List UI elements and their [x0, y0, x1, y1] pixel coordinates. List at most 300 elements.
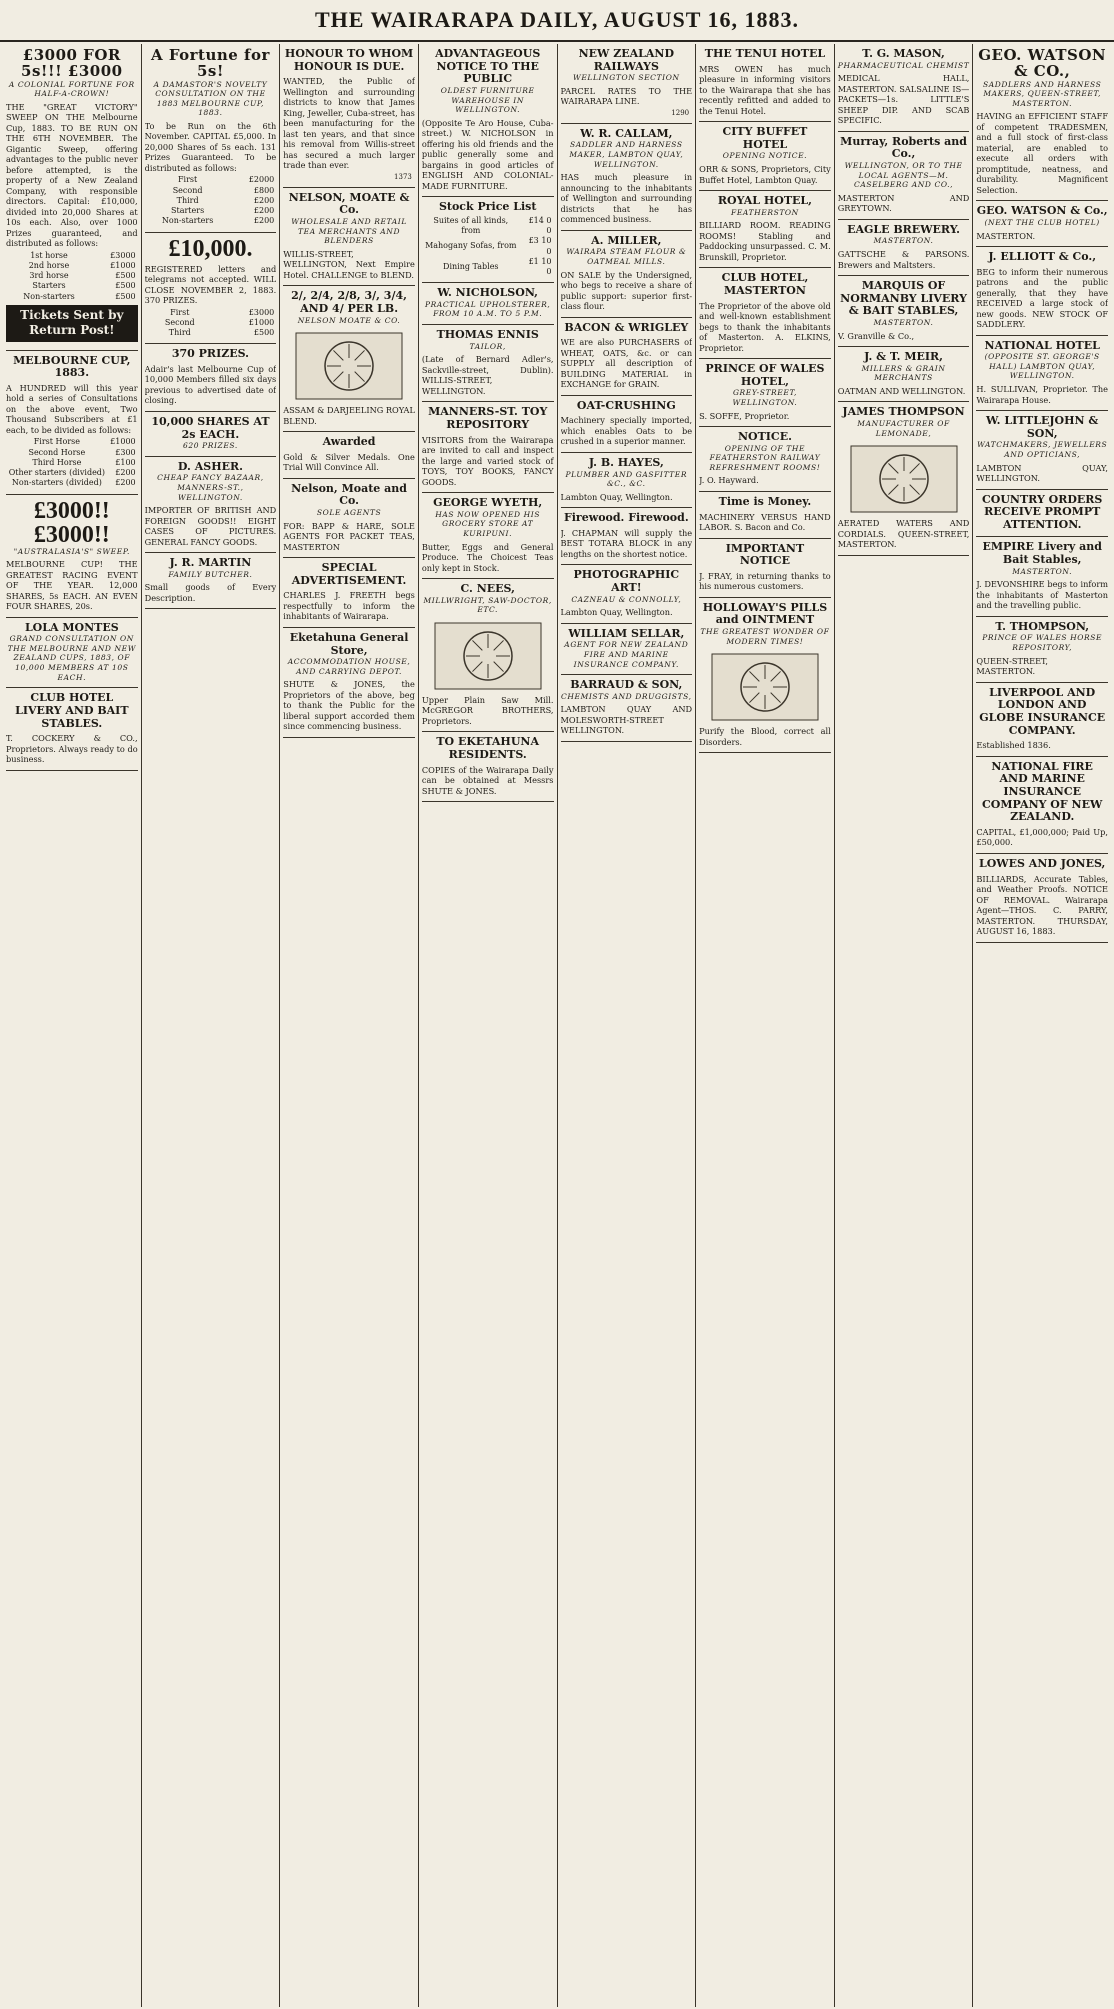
ad-body-text: AERATED WATERS AND CORDIALS. QUEEN-STREET, MASTERTON. — [837, 518, 970, 550]
table-label: 1st horse — [30, 250, 68, 260]
advertisement — [422, 44, 554, 197]
ad-body-text: COPIES of the Wairarapa Daily can be obtained at Messrs SHUTE & JONES. — [421, 764, 554, 796]
ad-subhead: GREY-STREET, WELLINGTON. — [732, 388, 798, 407]
table-label: Suites of all kinds, from — [433, 215, 509, 236]
advertisement — [976, 617, 1108, 683]
advertisement — [976, 490, 1108, 538]
table-label: Third — [168, 328, 191, 338]
ad-body-text: ORR & SONS, Proprietors, City Buffet Hotel, Lambton Quay. — [699, 164, 831, 185]
table-row — [6, 468, 138, 478]
table-label: Second Horse — [28, 447, 86, 457]
table-row — [6, 271, 138, 281]
table-value: £200 — [253, 216, 275, 226]
ad-headline: EAGLE BREWERY. — [847, 222, 960, 236]
ad-body-text: WANTED, the Public of Wellington and surrounding districts to know that James King, Jeweller, Cuba-street, has been manufacturing for the last ten years, and that since his removal from Willis-street has secured a much larger trade than ever. — [283, 76, 415, 171]
ad-headline: 370 PRIZES. — [171, 347, 250, 361]
ad-headline: HONOUR TO WHOM HONOUR IS DUE. — [284, 47, 414, 73]
ad-headline: EMPIRE Livery and Bait Stables, — [982, 540, 1102, 567]
ad-body-text: MELBOURNE CUP! THE GREATEST RACING EVENT OF THE YEAR. 12,000 SHARES, 5s EACH. AN EVEN FOUR SHARES, 20s. — [6, 559, 138, 612]
engraving-illustration-icon — [294, 331, 404, 401]
ad-headline: £3000!! £3000!! — [33, 497, 110, 548]
ad-body-text: Established 1836. — [976, 740, 1051, 751]
ad-headline: T. THOMPSON, — [995, 619, 1090, 633]
advertisement — [422, 402, 554, 493]
ad-headline: C. NEES, — [460, 582, 515, 596]
advertisement — [561, 675, 693, 742]
ad-subhead: WELLINGTON, OR TO THE LOCAL AGENTS—M. CASELBERG AND CO., — [844, 161, 963, 190]
ad-body-text: Purify the Blood, correct all Disorders. — [699, 726, 831, 747]
advertisement — [976, 44, 1108, 201]
ad-body-text: THE "GREAT VICTORY" SWEEP ON THE Melbourne Cup, 1883. TO BE RUN ON THE 6TH NOVEMBER. The Gigantic Sweep, offering advantages to the public never before attempted, is the property of a New Zealand Company, with responsible directors. Capital: £10,000, divided into 20,000 Shares at 10s each. Also, over 1000 Prizes guaranteed, and distributed as follows: — [6, 101, 138, 249]
column-5 — [558, 44, 697, 2007]
table-value: £3000 — [248, 307, 275, 317]
table-value: £14 0 0 — [528, 215, 552, 236]
table-label: 3rd horse — [29, 271, 69, 281]
table-label: Non-starters — [161, 216, 214, 226]
ad-headline: J. B. HAYES, — [588, 455, 664, 469]
column-7 — [835, 44, 974, 2007]
table-value: £1000 — [110, 260, 136, 270]
advertisement — [145, 44, 277, 233]
ad-headline: A Fortune for 5s! — [150, 46, 270, 80]
advertisement — [699, 492, 831, 539]
ad-subhead: (OPPOSITE ST. GEORGE'S HALL) LAMBTON QUAY, WELLINGTON. — [984, 352, 1100, 381]
advertisement — [561, 318, 693, 396]
advertisement — [699, 427, 831, 492]
table-row — [6, 251, 138, 261]
ad-headline: TO EKETAHUNA RESIDENTS. — [436, 735, 539, 761]
ad-body-text: MACHINERY VERSUS HAND LABOR. S. Bacon and Co. — [699, 511, 831, 533]
ad-headline: GEO. WATSON & Co., — [976, 204, 1108, 218]
table-value: £200 — [253, 206, 275, 216]
engraving-illustration-icon — [849, 444, 959, 514]
ad-subhead: PLUMBER AND GASFITTER &C., &C. — [565, 469, 688, 489]
table-row — [422, 236, 554, 256]
ad-body-text: MEDICAL HALL, MASTERTON. SALSALINE IS—PACKETS—1s. LITTLE'S SHEEP DIP. AND SCAB SPECIFIC. — [837, 73, 970, 126]
ad-headline: NELSON, MOATE & Co. — [288, 190, 410, 217]
ad-headline: LOWES AND JONES, — [978, 856, 1106, 870]
ad-headline: NATIONAL FIRE AND MARINE INSURANCE COMPANY OF NEW ZEALAND. — [982, 759, 1103, 824]
ad-headline: 10,000 SHARES AT 2s EACH. — [151, 414, 270, 441]
table-label: First Horse — [33, 437, 80, 447]
table-label: 2nd horse — [28, 260, 70, 270]
ad-body-text: HAVING an EFFICIENT STAFF of competent TRADESMEN, and a full stock of first-class material, are enabled to execute all orders with promptitude, neatness, and durability. Magnificent Selection. — [976, 111, 1108, 195]
ad-headline: CITY BUFFET HOTEL — [722, 125, 808, 151]
ad-headline: THE TENUI HOTEL — [704, 47, 826, 60]
ad-body-text: IMPORTER OF BRITISH AND FOREIGN GOODS!! EIGHT CASES OF PICTURES. GENERAL FANCY GOODS. — [144, 505, 277, 547]
advertisement — [422, 197, 554, 283]
ad-subhead: (NEXT THE CLUB HOTEL) — [984, 217, 1100, 227]
advertisement — [422, 579, 554, 732]
advertisement — [561, 396, 693, 453]
advertisement — [6, 351, 138, 495]
ad-body-text: LAMBTON QUAY AND MOLESWORTH-STREET WELLINGTON. — [560, 704, 693, 736]
ad-headline: Firewood. Firewood. — [563, 511, 689, 525]
ad-subhead: FEATHERSTON — [731, 207, 799, 217]
ad-subhead: 620 PRIZES. — [182, 441, 238, 451]
ad-headline: ADVANTAGEOUS NOTICE TO THE PUBLIC — [435, 47, 541, 86]
ad-headline: HOLLOWAY'S PILLS and OINTMENT — [702, 600, 828, 627]
engraving-illustration-icon — [710, 652, 820, 722]
ad-body-text: Adair's last Melbourne Cup of 10,000 Members filled six days previous to advertised date of closing. — [144, 363, 277, 406]
ad-body-text: (Opposite Te Aro House, Cuba-street.) W. NICHOLSON in offering his old friends and the public generally some and bargains in good articles of ENGLISH AND COLONIAL-MADE FURNITURE. — [421, 117, 554, 191]
column-8 — [973, 44, 1111, 2007]
column-1 — [3, 44, 142, 2007]
prize-table — [145, 175, 277, 226]
ad-subhead: A COLONIAL FORTUNE FOR HALF-A-CROWN! — [8, 79, 135, 99]
table-value: £800 — [253, 185, 275, 195]
ad-body-text: BEG to inform their numerous patrons and the public generally, that they have RECEIVED a large stock of new goods. NEW STOCK OF SADDLERY. — [976, 266, 1108, 330]
advertisement — [699, 598, 831, 753]
advertisement — [6, 44, 138, 351]
advertisement — [145, 233, 277, 345]
column-3 — [280, 44, 419, 2007]
table-value: £100 — [115, 457, 136, 467]
table-label: Starters — [32, 281, 66, 291]
advertisement — [283, 188, 415, 287]
ad-headline: PHOTOGRAPHIC ART! — [573, 568, 680, 594]
advertisement — [6, 688, 138, 770]
advertisement — [145, 553, 277, 609]
ad-headline: NOTICE. — [737, 430, 792, 443]
table-value: £200 — [253, 195, 275, 205]
ad-subhead: CHEMISTS AND DRUGGISTS, — [561, 691, 692, 701]
table-label: First — [177, 175, 198, 185]
table-label: Second — [172, 185, 203, 195]
ad-body-text: HAS much pleasure in announcing to the inhabitants of Wellington and surrounding districts that he has commenced business. — [560, 172, 693, 225]
ad-subhead: WHOLESALE AND RETAIL TEA MERCHANTS AND BLENDERS — [291, 217, 407, 246]
ad-headline: £3000 FOR 5s!!! £3000 — [21, 46, 123, 80]
ad-body-text: The Proprietor of the above old and well-known establishment begs to thank the inhabitants of Masterton. A. ELKINS, Proprietor. — [699, 300, 831, 353]
ad-body-text: To be Run on the 6th November. CAPITAL £5,000. In 20,000 Shares of 5s each. 131 Prizes Guaranteed. To be distributed as follows: — [144, 120, 277, 173]
table-row — [422, 216, 554, 236]
ad-body-text: ON SALE by the Undersigned, who begs to receive a share of public support: superior first-class flour. — [560, 269, 693, 312]
ad-body-text: CHARLES J. FREETH begs respectfully to inform the inhabitants of Wairarapa. — [283, 590, 415, 622]
advertisement — [838, 44, 970, 132]
ad-body-text: BILLIARDS, Accurate Tables, and Weather Proofs. NOTICE OF REMOVAL. Wairarapa Agent—THOS. C. PARRY, MASTERTON. THURSDAY, AUGUST 16, 1883. — [976, 873, 1108, 937]
table-row — [6, 448, 138, 458]
table-label: First — [170, 307, 190, 317]
ad-subhead: PHARMACEUTICAL CHEMIST — [837, 60, 970, 70]
ad-headline: NEW ZEALAND RAILWAYS — [578, 47, 675, 73]
advertisement — [145, 344, 277, 412]
ad-headline: LOLA MONTES — [24, 620, 119, 634]
table-label: Starters — [171, 206, 205, 216]
table-value: £500 — [253, 328, 275, 338]
ad-headline: BARRAUD & SON, — [570, 678, 683, 692]
table-label: Mahogany Sofas, from — [425, 241, 517, 251]
ad-subhead: A DAMASTOR'S NOVELTY CONSULTATION ON THE 1883 MELBOURNE CUP, 1883. — [153, 79, 268, 118]
table-row — [6, 261, 138, 271]
table-row — [145, 186, 277, 196]
ad-body-text: CAPITAL, £1,000,000; Paid Up, £50,000. — [976, 826, 1108, 848]
ad-subhead: MASTERTON. — [873, 236, 934, 246]
ad-subhead: OPENING OF THE FEATHERSTON RAILWAY REFRESHMENT ROOMS! — [709, 443, 821, 472]
ad-headline: W. R. CALLAM, — [580, 126, 673, 140]
ad-body-text: Upper Plain Saw Mill. McGREGOR BROTHERS, Proprietors. — [421, 694, 554, 726]
table-value: £500 — [115, 271, 136, 281]
ad-headline: SPECIAL ADVERTISEMENT. — [291, 561, 407, 587]
ad-body-text: H. SULLIVAN, Proprietor. The Wairarapa House. — [976, 384, 1108, 405]
masthead-title: THE WAIRARAPA DAILY, AUGUST 16, 1883. — [314, 7, 800, 32]
ad-body-text: Small goods of Every Description. — [144, 582, 277, 603]
ad-headline: Stock Price List — [438, 200, 537, 214]
ad-headline: J. ELLIOTT & Co., — [988, 250, 1097, 264]
table-row — [145, 175, 277, 185]
ad-subhead: AGENT FOR NEW ZEALAND FIRE AND MARINE INSURANCE COMPANY. — [564, 640, 689, 669]
advertisement — [283, 286, 415, 432]
ad-subhead: THE GREATEST WONDER OF MODERN TIMES! — [700, 627, 830, 646]
table-value: £500 — [115, 281, 136, 291]
table-row — [145, 328, 277, 338]
table-row — [6, 292, 138, 302]
advertisement — [838, 402, 970, 555]
ad-body-text: FOR: BAPP & HARE, SOLE AGENTS FOR PACKET TEAS, MASTERTON — [283, 520, 415, 552]
column-2 — [142, 44, 281, 2007]
table-label: Third Horse — [32, 457, 82, 467]
table-row — [145, 196, 277, 206]
table-value: £200 — [115, 478, 136, 488]
table-row — [6, 478, 138, 488]
ad-body-text: VISITORS from the Wairarapa are invited to call and inspect the large and varied stock of TOYS, TOY BOOKS, FANCY GOODS. — [421, 434, 554, 487]
ad-headline: JAMES THOMPSON — [842, 405, 965, 419]
ad-headline: ROYAL HOTEL, — [717, 194, 812, 208]
ad-body-text: PARCEL RATES TO THE WAIRARAPA LINE. — [560, 85, 693, 107]
ad-headline: Eketahuna General Store, — [289, 630, 409, 657]
ad-subhead: PRACTICAL UPHOLSTERER, FROM 10 A.M. TO 5 P.M. — [425, 299, 551, 319]
advertisement — [561, 231, 693, 318]
advertisement — [699, 539, 831, 598]
advertisement — [976, 247, 1108, 336]
advertisement — [976, 411, 1108, 489]
ad-subhead: TAILOR, — [469, 341, 506, 351]
ad-subhead: MASTERTON. — [873, 317, 934, 327]
ad-headline: WILLIAM SELLAR, — [568, 626, 685, 640]
ad-body-text: Lambton Quay, Wellington. — [560, 491, 673, 502]
ad-body-text: T. COCKERY & CO., Proprietors. Always ready to do business. — [6, 733, 138, 765]
ad-body-text: OATMAN AND WELLINGTON. — [837, 385, 966, 396]
advertisement — [699, 122, 831, 191]
advertisement — [283, 628, 415, 738]
table-label: Third — [176, 195, 199, 205]
ad-body-text: J. FRAY, in returning thanks to his numerous customers. — [699, 570, 831, 592]
ad-body-text: MASTERTON AND GREYTOWN. — [837, 192, 970, 214]
ad-body-text: WE are also PURCHASERS of WHEAT, OATS, &c. or can SUPPLY all description of BUILDING MATERIAL in EXCHANGE for GRAIN. — [560, 337, 693, 390]
ad-headline: IMPORTANT NOTICE — [725, 541, 805, 568]
ad-subhead: ACCOMMODATION HOUSE, AND CARRYING DEPOT. — [287, 657, 411, 676]
ad-body-text: BILLIARD ROOM. READING ROOMS! Stabling and Paddocking unsurpassed. C. M. Brunskill, Proprietor. — [699, 220, 831, 262]
ad-subhead: "AUSTRALASIA'S" SWEEP. — [13, 546, 130, 556]
advertisement — [699, 191, 831, 268]
table-label: Non-starters — [23, 291, 75, 301]
engraving-illustration-icon — [433, 621, 543, 691]
advertisement — [561, 124, 693, 231]
prize-table — [145, 308, 277, 339]
ad-headline: MANNERS-ST. TOY REPOSITORY — [428, 405, 548, 431]
table-label: Second — [164, 317, 195, 327]
advertisement — [561, 453, 693, 508]
ad-headline: MARQUIS OF NORMANBY LIVERY & BAIT STABLES, — [840, 279, 967, 318]
advertisement — [976, 537, 1108, 616]
table-value: £2000 — [248, 175, 275, 185]
ad-headline: BACON & WRIGLEY — [564, 320, 689, 334]
ad-subhead: GRAND CONSULTATION ON THE MELBOURNE AND NEW ZEALAND CUPS, 1883, OF 10,000 MEMBERS AT 10S EACH. — [7, 634, 137, 682]
ad-headline: Murray, Roberts and Co., — [840, 134, 967, 161]
ad-reference-number: 1373 — [394, 172, 412, 181]
table-value: £1000 — [248, 317, 275, 327]
ad-subhead: OLDEST FURNITURE WAREHOUSE IN WELLINGTON. — [440, 85, 535, 115]
advertisement — [6, 495, 138, 618]
ad-body-text: ASSAM & DARJEELING ROYAL BLEND. — [283, 405, 415, 426]
advertisement — [561, 624, 693, 675]
table-value: £3 10 0 — [528, 236, 552, 256]
table-value: £1000 — [110, 437, 136, 447]
ad-body-text: Machinery specially imported, which enables Oats to be crushed in a superior manner. — [560, 415, 693, 447]
ad-body-text: (Late of Bernard Adler's, Sackville-street, Dublin). WILLIS-STREET, WELLINGTON. — [421, 354, 554, 396]
ad-headline: J. & T. MEIR, — [864, 350, 943, 364]
advertisement — [422, 732, 554, 802]
table-row — [145, 216, 277, 226]
advertisement — [283, 558, 415, 628]
table-row — [6, 458, 138, 468]
table-row — [422, 257, 554, 277]
ad-headline: W. NICHOLSON, — [437, 286, 539, 300]
ad-headline: Nelson, Moate and Co. — [291, 481, 407, 508]
ad-subhead: CAZNEAU & CONNOLLY, — [571, 594, 682, 604]
ad-headline: CLUB HOTEL LIVERY AND BAIT STABLES. — [15, 691, 129, 730]
prize-table — [422, 216, 554, 277]
masthead — [0, 0, 1114, 42]
table-value: £500 — [115, 291, 136, 301]
advertisement — [561, 508, 693, 565]
ad-headline: W. LITTLEJOHN & SON, — [986, 414, 1099, 440]
advertisement — [561, 44, 693, 124]
ad-headline: T. G. MASON, — [862, 47, 945, 60]
ad-subhead: MILLERS & GRAIN MERCHANTS — [861, 363, 946, 383]
advertisement — [699, 268, 831, 359]
ad-headline: £10,000. — [168, 235, 253, 262]
ad-body-text: MASTERTON. — [976, 230, 1036, 241]
ad-headline: Time is Money. — [718, 494, 812, 508]
advertisement — [6, 618, 138, 689]
table-row — [6, 437, 138, 447]
advertisement — [422, 493, 554, 579]
table-label: Dining Tables — [443, 261, 499, 271]
ad-subhead: MANUFACTURER OF LEMONADE, — [857, 419, 950, 438]
ad-headline: Awarded — [322, 435, 376, 449]
ad-body-text: J. O. Hayward. — [699, 475, 759, 486]
column-4 — [419, 44, 558, 2007]
ad-subhead: SADDLER AND HARNESS MAKER, LAMBTON QUAY, WELLINGTON. — [569, 140, 684, 169]
table-value: £200 — [115, 468, 136, 478]
ad-subhead: OPENING NOTICE. — [722, 151, 808, 161]
ad-headline: OAT-CRUSHING — [576, 398, 676, 412]
advertisement — [561, 565, 693, 623]
ad-body-text: GATTSCHE & PARSONS. Brewers and Maltsters. — [837, 249, 970, 270]
ad-headline: D. ASHER. — [177, 459, 243, 473]
advertisement — [283, 44, 415, 188]
table-value: £3000 — [110, 250, 136, 260]
ad-body-text: MRS OWEN has much pleasure in informing visitors to the Wairarapa that she has recently refitted and added to the Tenui Hotel. — [699, 63, 831, 116]
ad-subhead: FAMILY BUTCHER. — [168, 569, 253, 579]
advertisement — [838, 276, 970, 347]
ad-footer-banner: Tickets Sent by Return Post! — [6, 305, 138, 342]
advertisement — [422, 325, 554, 402]
prize-table — [6, 437, 138, 488]
ad-subhead: NELSON MOATE & CO. — [297, 315, 401, 325]
ad-body-text: WILLIS-STREET, WELLINGTON, Next Empire Hotel. CHALLENGE to BLEND. — [283, 248, 415, 280]
ad-body-text: S. SOFFE, Proprietor. — [699, 410, 790, 421]
ad-body-text: Lambton Quay, Wellington. — [560, 607, 673, 618]
ad-headline: COUNTRY ORDERS RECEIVE PROMPT ATTENTION. — [981, 492, 1103, 531]
ad-body-text: J. CHAPMAN will supply the BEST TOTARA BLOCK in any lengths on the shortest notice. — [560, 527, 693, 559]
advertisement — [145, 412, 277, 457]
ad-headline: MELBOURNE CUP, 1883. — [13, 353, 131, 380]
ad-subhead: WATCHMAKERS, JEWELLERS AND OPTICIANS, — [977, 440, 1108, 459]
ad-body-text: REGISTERED letters and telegrams not accepted. WILL CLOSE NOVEMBER 2, 1883. 370 PRIZES. — [144, 263, 277, 306]
ad-headline: A. MILLER, — [591, 233, 662, 247]
table-row — [6, 281, 138, 291]
ad-body-text: Butter, Eggs and General Produce. The Choicest Teas only kept in Stock. — [421, 541, 554, 573]
prize-table — [6, 251, 138, 302]
ad-subhead: SADDLERS AND HARNESS MAKERS, QUEEN-STREET, MASTERTON. — [983, 79, 1102, 108]
ad-body-text: V. Granville & Co., — [837, 330, 915, 341]
advertisement — [699, 359, 831, 427]
ad-headline: THOMAS ENNIS — [436, 328, 539, 342]
advertisement — [699, 44, 831, 122]
advertisement — [838, 220, 970, 276]
ad-body-text: Gold & Silver Medals. One Trial Will Convince All. — [283, 451, 415, 473]
advertisement — [283, 432, 415, 479]
ad-body-text: SHUTE & JONES, the Proprietors of the above, beg to thank the Public for the liberal support accorded them since commencing business. — [283, 679, 415, 732]
ad-subhead: WELLINGTON SECTION — [573, 73, 680, 83]
advertisement — [976, 201, 1108, 247]
ad-reference-number: 1290 — [671, 108, 690, 117]
advertisement — [976, 854, 1108, 943]
ad-body-text: QUEEN-STREET, MASTERTON. — [976, 655, 1048, 677]
ad-body-text: LAMBTON QUAY, WELLINGTON. — [976, 462, 1108, 484]
ad-body-text: J. DEVONSHIRE begs to inform the inhabitants of Masterton and the travelling public. — [976, 579, 1108, 611]
advertisement — [283, 479, 415, 558]
ad-headline: PRINCE OF WALES HOTEL, — [705, 362, 825, 388]
table-row — [145, 308, 277, 318]
advertisement — [976, 683, 1108, 757]
newspaper-columns — [0, 42, 1114, 2007]
table-row — [145, 206, 277, 216]
ad-headline: GEORGE WYETH, — [433, 496, 543, 510]
table-label: Non-starters (divided) — [11, 478, 102, 488]
ad-subhead: HAS NOW OPENED HIS GROCERY STORE AT KURIPUNI. — [435, 509, 541, 538]
advertisement — [838, 132, 970, 220]
advertisement — [838, 347, 970, 402]
ad-headline: GEO. WATSON & CO., — [978, 46, 1107, 80]
ad-headline: CLUB HOTEL, MASTERTON — [721, 271, 809, 297]
ad-subhead: SOLE AGENTS — [316, 508, 382, 518]
ad-subhead: MASTERTON. — [1012, 566, 1073, 576]
ad-subhead: WAIRAPA STEAM FLOUR & OATMEAL MILLS. — [566, 247, 687, 266]
ad-subhead: PRINCE OF WALES HORSE REPOSITORY, — [982, 633, 1103, 653]
ad-headline: LIVERPOOL AND LONDON AND GLOBE INSURANCE COMPANY. — [979, 685, 1106, 737]
table-label: Other starters (divided) — [8, 468, 106, 478]
advertisement — [976, 757, 1108, 854]
table-row — [145, 318, 277, 328]
ad-headline: NATIONAL HOTEL — [984, 338, 1100, 352]
ad-headline: J. R. MARTIN — [169, 556, 252, 570]
column-6 — [696, 44, 835, 2007]
advertisement — [145, 457, 277, 553]
ad-subhead: CHEAP FANCY BAZAAR, MANNERS-ST., WELLINGTON. — [157, 473, 264, 502]
table-value: £1 10 0 — [528, 256, 552, 277]
